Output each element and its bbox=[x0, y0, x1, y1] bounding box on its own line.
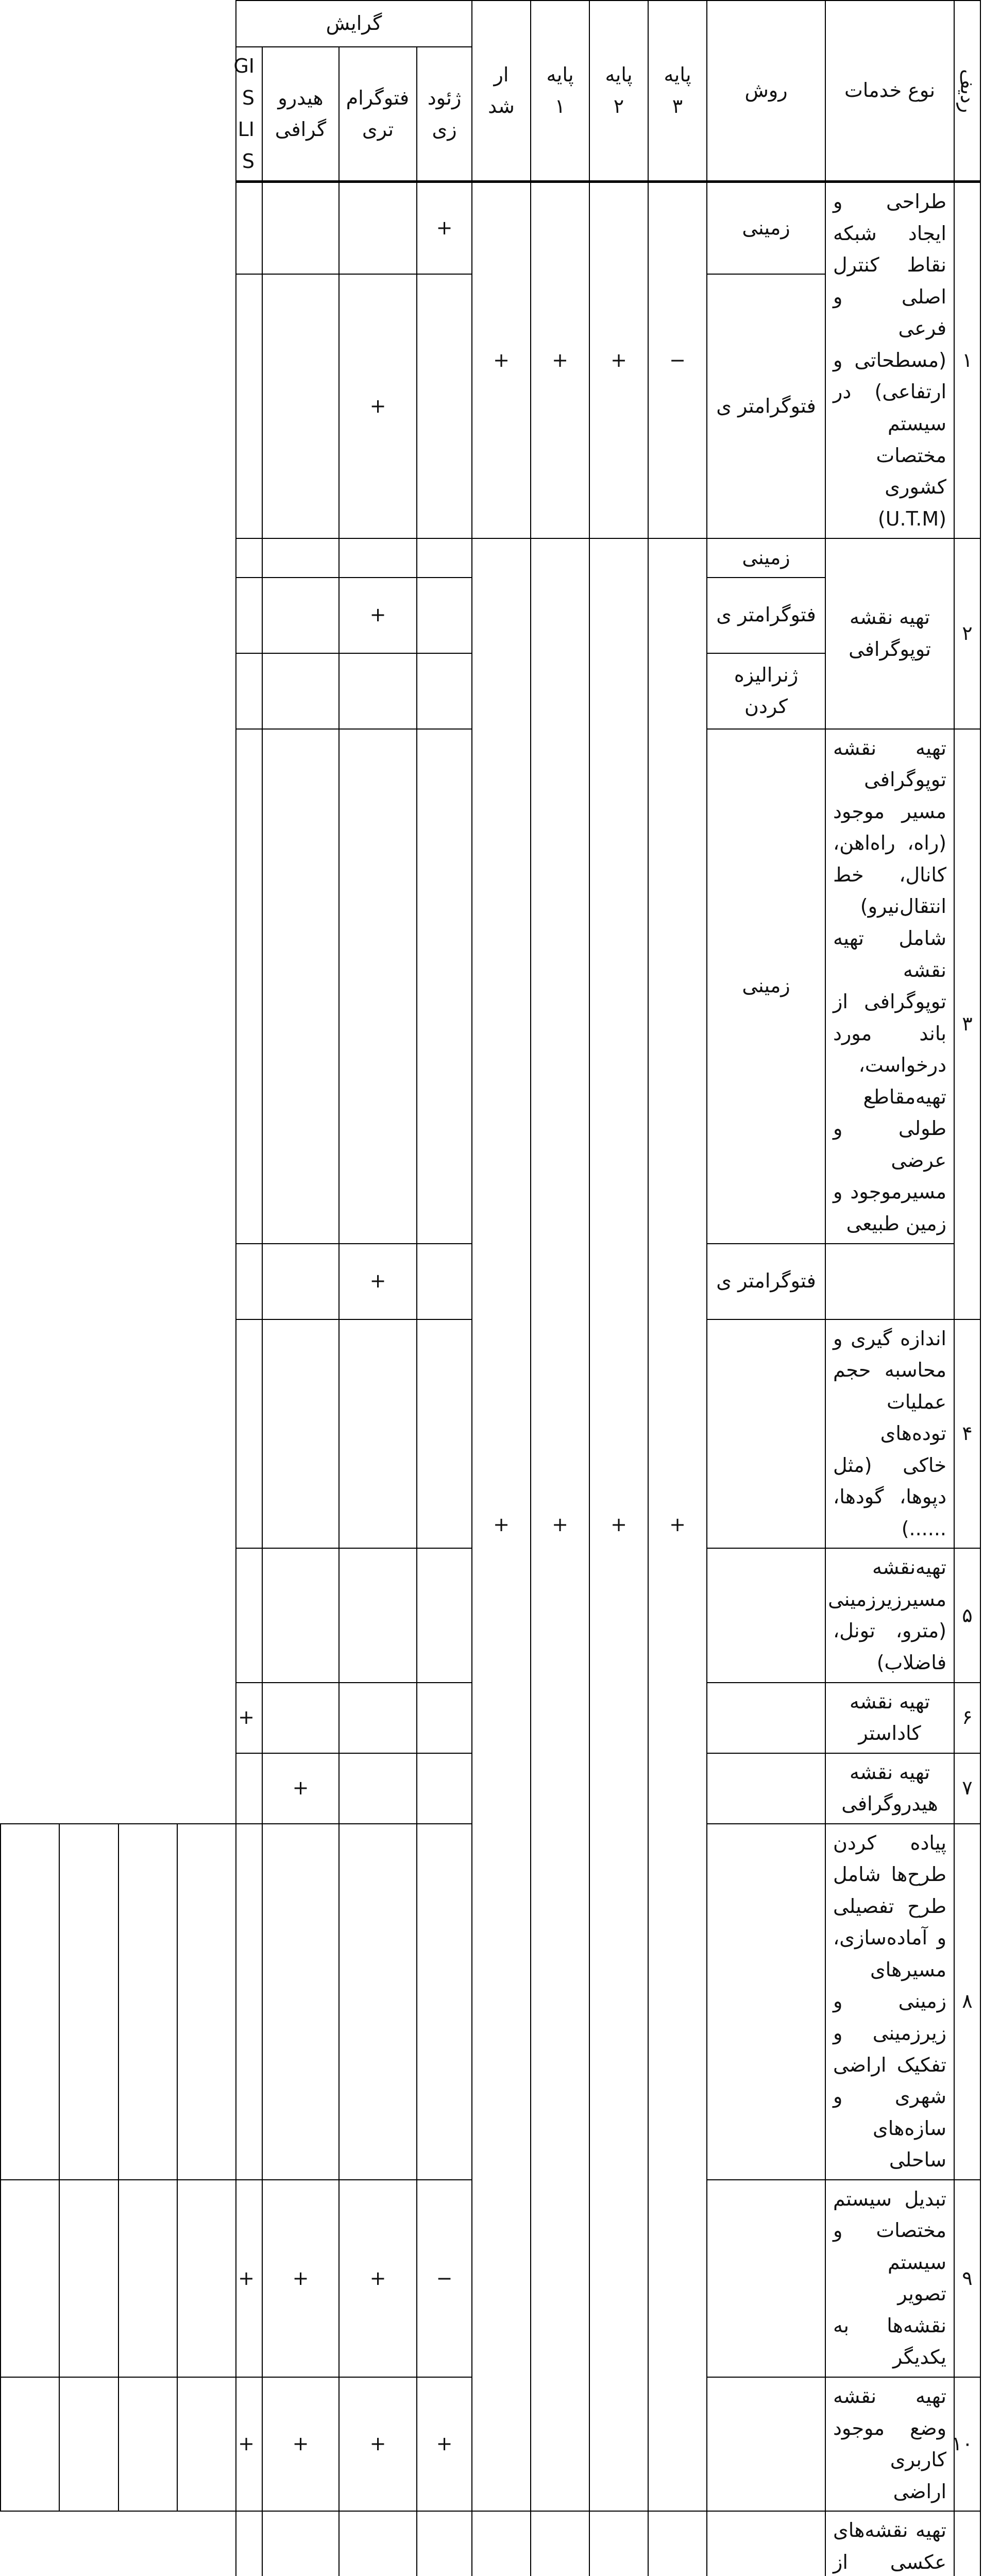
photogrammetry-cell bbox=[339, 1319, 417, 1549]
gis-cell bbox=[236, 274, 262, 538]
gis-cell bbox=[236, 2511, 262, 2576]
gis-cell bbox=[1, 1824, 59, 2180]
gis-cell bbox=[236, 538, 262, 578]
method-cell: فتوگرامتر ی bbox=[707, 578, 825, 653]
row-number: ۴ bbox=[954, 1319, 980, 1549]
paye3-mark bbox=[648, 2511, 707, 2576]
row-number: ۷ bbox=[954, 1753, 980, 1824]
method-cell: فتوگرامتر ی bbox=[707, 274, 825, 538]
geodesy-cell bbox=[177, 2180, 236, 2377]
service-description: اندازه گیری و محاسبه حجم عملیات توده‌های خاکی (مثل دپوها، گودها، ......) bbox=[825, 1319, 954, 1549]
gis-cell bbox=[236, 1244, 262, 1319]
header-gis-lis: GI S LI S bbox=[236, 47, 262, 182]
row-number: ۶ bbox=[954, 1683, 980, 1753]
photogrammetry-cell bbox=[339, 538, 417, 578]
paye2-mark: + bbox=[589, 538, 648, 2511]
geodesy-cell bbox=[417, 1548, 472, 1682]
hydrography-cell bbox=[262, 1548, 339, 1682]
geodesy-cell bbox=[417, 1683, 472, 1753]
gis-cell bbox=[236, 1753, 262, 1824]
gis-cell bbox=[1, 2180, 59, 2377]
row-number: ۵ bbox=[954, 1548, 980, 1682]
header-paye1: پایه ۱ bbox=[531, 1, 589, 182]
arshad-mark: + bbox=[472, 182, 531, 539]
header-geodesy: ژئود زی bbox=[417, 47, 472, 182]
gis-cell bbox=[236, 1548, 262, 1682]
photogrammetry-cell bbox=[339, 1548, 417, 1682]
method-cell bbox=[707, 1319, 825, 1549]
photogrammetry-cell bbox=[339, 729, 417, 1244]
paye3-mark: − bbox=[417, 2180, 472, 2377]
method-cell bbox=[707, 2511, 825, 2576]
gis-cell bbox=[1, 2377, 59, 2511]
paye1-cell bbox=[262, 1824, 339, 2180]
method-cell bbox=[707, 1548, 825, 1682]
row-number bbox=[954, 2511, 980, 2576]
arshad-mark bbox=[472, 2511, 531, 2576]
method-cell: ژنرالیزه کردن bbox=[707, 653, 825, 729]
photogrammetry-cell bbox=[118, 2377, 177, 2511]
service-description: تبدیل سیستم مختصات و سیستم تصویر نقشه‌ها به یکدیگر bbox=[825, 2180, 954, 2377]
service-description: تهیه‌نقشه مسیرزیرزمینی (مترو، تونل، فاضلاب) bbox=[825, 1548, 954, 1682]
hydrography-cell bbox=[262, 1244, 339, 1319]
header-paye2: پایه ۲ bbox=[589, 1, 648, 182]
hydrography-cell bbox=[262, 729, 339, 1244]
geodesy-cell bbox=[177, 1824, 236, 2180]
arshad-mark: + bbox=[236, 2180, 262, 2377]
row-number: ۲ bbox=[954, 538, 980, 729]
hydrography-cell bbox=[262, 2511, 339, 2576]
arshad-mark: + bbox=[472, 538, 531, 2511]
paye1-mark: + bbox=[531, 182, 589, 539]
gis-cell bbox=[236, 1319, 262, 1549]
geodesy-cell bbox=[177, 2377, 236, 2511]
paye3-mark: + bbox=[417, 2377, 472, 2511]
geodesy-mark: + bbox=[417, 182, 472, 275]
method-cell: فتوگرامتر ی bbox=[707, 1244, 825, 1319]
geodesy-cell bbox=[417, 1753, 472, 1824]
header-method: روش bbox=[707, 1, 825, 182]
geodesy-cell bbox=[417, 538, 472, 578]
method-cell bbox=[707, 2377, 825, 2511]
service-description: طراحی و ایجاد شبکه نقاط کنترل اصلی و فرعی (مسطحاتی و ارتفاعی) در سیستم مختصات کشوری (U.T.M) bbox=[825, 182, 954, 539]
photogrammetry-mark: + bbox=[339, 1244, 417, 1319]
paye1-mark: + bbox=[262, 2180, 339, 2377]
photogrammetry-cell bbox=[339, 182, 417, 275]
photogrammetry-cell bbox=[339, 1753, 417, 1824]
header-hydrography: هیدرو گرافی bbox=[262, 47, 339, 182]
hydrography-cell bbox=[59, 2180, 118, 2377]
paye2-mark: + bbox=[589, 182, 648, 539]
paye2-mark: + bbox=[339, 2180, 417, 2377]
arshad-mark: + bbox=[236, 2377, 262, 2511]
hydrography-cell bbox=[59, 1824, 118, 2180]
paye1-mark bbox=[531, 2511, 589, 2576]
service-description: تهیه نقشه کاداستر bbox=[825, 1683, 954, 1753]
method-cell: زمینی bbox=[707, 729, 825, 1244]
hydrography-cell bbox=[262, 538, 339, 578]
hydrography-cell bbox=[262, 653, 339, 729]
geodesy-cell bbox=[417, 274, 472, 538]
paye1-mark: + bbox=[262, 2377, 339, 2511]
gis-mark: + bbox=[236, 1683, 262, 1753]
geodesy-cell bbox=[417, 653, 472, 729]
header-photogrammetry: فتوگرام تری bbox=[339, 47, 417, 182]
geodesy-cell bbox=[417, 729, 472, 1244]
row-number: ۱ bbox=[954, 182, 980, 539]
hydrography-cell bbox=[262, 1319, 339, 1549]
photogrammetry-mark bbox=[339, 2511, 417, 2576]
method-cell bbox=[707, 2180, 825, 2377]
arshad-cell bbox=[236, 1824, 262, 2180]
service-description: تهیه نقشه‌های عکسی از bbox=[825, 2511, 954, 2576]
photogrammetry-cell bbox=[118, 1824, 177, 2180]
hydrography-cell bbox=[262, 578, 339, 653]
photogrammetry-cell bbox=[339, 1683, 417, 1753]
service-description: تهیه نقشه وضع موجود کاربری اراضی bbox=[825, 2377, 954, 2511]
method-cell bbox=[707, 1824, 825, 2180]
header-arshad: ار شد bbox=[472, 1, 531, 182]
method-cell bbox=[707, 1683, 825, 1753]
method-cell: زمینی bbox=[707, 182, 825, 275]
row-number: ۱۰ bbox=[954, 2377, 980, 2511]
row-number: ۸ bbox=[954, 1824, 980, 2180]
row-number: ۳ bbox=[954, 729, 980, 1319]
method-cell bbox=[707, 1753, 825, 1824]
hydrography-cell bbox=[262, 182, 339, 275]
row-number: ۹ bbox=[954, 2180, 980, 2377]
header-paye3: پایه ۳ bbox=[648, 1, 707, 182]
header-radif: ردیف bbox=[954, 1, 980, 182]
photogrammetry-cell bbox=[118, 2180, 177, 2377]
paye2-mark bbox=[589, 2511, 648, 2576]
paye1-mark: + bbox=[531, 538, 589, 2511]
hydrography-cell bbox=[262, 274, 339, 538]
method-cell: زمینی bbox=[707, 538, 825, 578]
service-description: تهیه نقشه توپوگرافی مسیر موجود (راه، راه‌اهن، کانال، خط انتقال‌نیرو) شامل تهیه نقشه توپوگرافی از باند مورد درخواست، تهیه‌مقاطع طولی و عرضی مسیرموجود و زمین طبیعی bbox=[825, 729, 954, 1244]
header-service-type: نوع خدمات bbox=[825, 1, 954, 182]
geodesy-cell bbox=[417, 2511, 472, 2576]
paye2-mark: + bbox=[339, 2377, 417, 2511]
paye3-mark: − bbox=[648, 182, 707, 539]
photogrammetry-mark: + bbox=[339, 578, 417, 653]
geodesy-cell bbox=[417, 1319, 472, 1549]
gis-cell bbox=[236, 578, 262, 653]
header-gerayesh: گرایش bbox=[236, 1, 472, 47]
gis-cell bbox=[236, 729, 262, 1244]
service-description: تهیه نقشه توپوگرافی bbox=[825, 538, 954, 729]
gis-cell bbox=[236, 182, 262, 275]
gis-cell bbox=[236, 653, 262, 729]
service-description: تهیه نقشه هیدروگرافی bbox=[825, 1753, 954, 1824]
photogrammetry-mark: + bbox=[339, 274, 417, 538]
geodesy-cell bbox=[417, 578, 472, 653]
hydrography-cell bbox=[59, 2377, 118, 2511]
hydrography-cell bbox=[262, 1683, 339, 1753]
paye3-mark: + bbox=[648, 538, 707, 2511]
service-description: پیاده کردن طرح‌ها شامل طرح تفصیلی و آماده‌سازی، مسیرهای زمینی و زیرزمینی و تفکیک اراضی شهری و سازه‌های ساحلی bbox=[825, 1824, 954, 2180]
paye3-cell bbox=[417, 1824, 472, 2180]
geodesy-cell bbox=[417, 1244, 472, 1319]
hydrography-mark: + bbox=[262, 1753, 339, 1824]
photogrammetry-cell bbox=[339, 653, 417, 729]
service-description-empty bbox=[825, 1244, 954, 1319]
paye2-cell bbox=[339, 1824, 417, 2180]
